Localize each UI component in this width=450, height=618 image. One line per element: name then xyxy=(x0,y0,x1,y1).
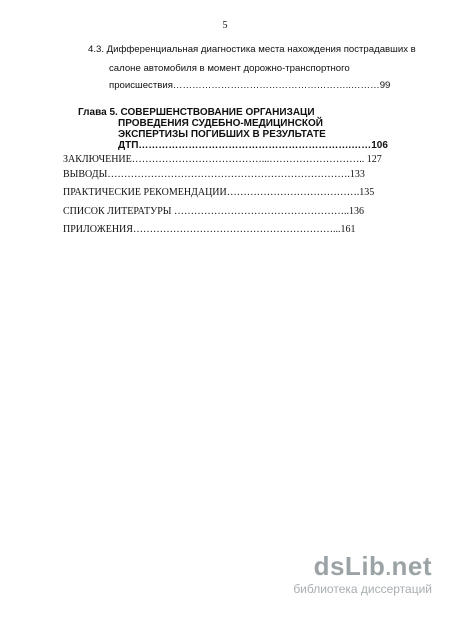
chapter5-title-line3: ЭКСПЕРТИЗЫ ПОГИБШИХ В РЕЗУЛЬТАТЕ xyxy=(118,129,326,140)
page-number: 5 xyxy=(222,20,228,31)
chapter5-title-line1: Глава 5. СОВЕРШЕНСТВОВАНИЕ ОРГАНИЗАЦИ xyxy=(78,107,315,118)
toc-conclusion: ЗАКЛЮЧЕНИЕ…………………………………...……………………….. 127 xyxy=(63,154,382,165)
toc-4-3-line1: 4.3. Дифференциальная диагностика места нахождения пострадавших в xyxy=(88,44,416,55)
chapter5-title-line2: ПРОВЕДЕНИЯ СУДЕБНО-МЕДИЦИНСКОЙ xyxy=(118,118,323,129)
watermark-tagline: библиотека диссертаций xyxy=(293,582,432,596)
chapter5-title-line4: ДТП……………………………………………………….……106 xyxy=(118,140,388,151)
toc-references: СПИСОК ЛИТЕРАТУРЫ ……………………………………………..136 xyxy=(63,206,364,217)
toc-appendices: ПРИЛОЖЕНИЯ……………………………………………………...161 xyxy=(63,224,356,235)
toc-4-3-line2: салоне автомобиля в момент дорожно-транспортного xyxy=(109,63,350,74)
toc-findings: ВЫВОДЫ……………………………………………………………….133 xyxy=(63,169,365,180)
toc-4-3-line3: происшествия………………………………………………..………99 xyxy=(109,80,391,91)
toc-recommendations: ПРАКТИЧЕСКИЕ РЕКОМЕНДАЦИИ………………………………….135 xyxy=(63,187,375,198)
dslib-watermark xyxy=(293,551,432,596)
watermark-logo: dsLib.net xyxy=(313,551,432,581)
